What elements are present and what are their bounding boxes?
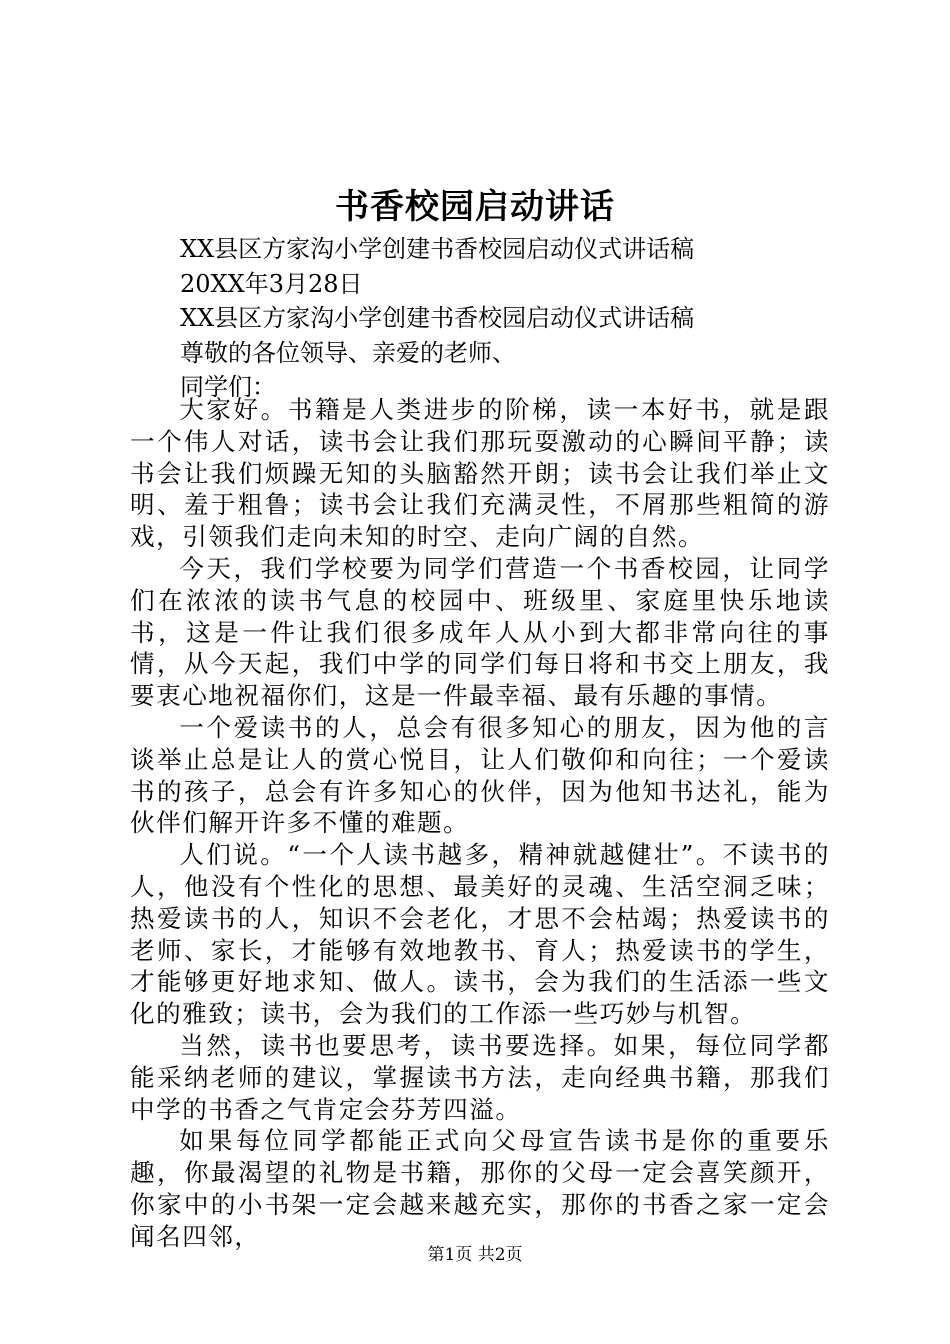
meta-line-salutation-students: 同学们： (180, 373, 276, 401)
document-title: 书香校园启动讲话 (335, 187, 615, 227)
body-paragraph: 当然，读书也要思考，读书要选择。如果，每位同学都能采纳老师的建议，掌握读书方法，走向经典书籍，那我们中学的书香之气肯定会芬芳四溢。 (130, 1030, 830, 1124)
body-paragraph: 人们说。“一个人读书越多，精神就越健壮”。不读书的人，他没有个性化的思想、最美好的灵魂、生活空洞乏味；热爱读书的人，知识不会老化，才思不会枯竭；热爱读书的老师、家长，才能够有效地教书、育人；热爱读书的学生，才能够更好地求知、做人。读书，会为我们的生活添一些文化的雅致；读书，会为我们的工作添一些巧妙与机智。 (130, 840, 830, 1029)
body-paragraph: 大家好。书籍是人类进步的阶梯，读一本好书，就是跟一个伟人对话，读书会让我们那玩耍激动的心瞬间平静；读书会让我们烦躁无知的头脑豁然开朗；读书会让我们举止文明、羞于粗鲁；读书会让我们充满灵性，不屑那些粗简的游戏，引领我们走向未知的时空、走向广阔的自然。 (130, 395, 830, 552)
meta-line-salutation: 尊敬的各位领导、亲爱的老师、 (180, 338, 516, 367)
meta-line-school-heading-repeat: XX县区方家沟小学创建书香校园启动仪式讲话稿 (180, 304, 695, 332)
page-footer: 第1页 共2页 (427, 1245, 523, 1265)
document-meta (180, 232, 880, 405)
document-body (130, 394, 830, 1253)
body-paragraph: 一个爱读书的人，总会有很多知心的朋友，因为他的言谈举止总是让人的赏心悦目，让人们敬仰和向往；一个爱读书的孩子，总会有许多知心的伙伴，因为他知书达礼，能为伙伴们解开许多不懂的难题。 (130, 712, 830, 838)
meta-line-date: 20XX年3月28日 (180, 269, 363, 298)
body-paragraph: 如果每位同学都能正式向父母宣告读书是你的重要乐趣，你最渴望的礼物是书籍，那你的父母一定会喜笑颜开，你家中的小书架一定会越来越充实，那你的书香之家一定会闻名四邻， (130, 1126, 830, 1251)
body-paragraph: 今天，我们学校要为同学们营造一个书香校园，让同学们在浓浓的读书气息的校园中、班级里、家庭里快乐地读书，这是一件让我们很多成年人从小到大都非常向往的事情，从今天起，我们中学的同学们每日将和书交上朋友，我要衷心地祝福你们，这是一件最幸福、最有乐趣的事情。 (130, 553, 830, 711)
meta-line-school-heading: XX县区方家沟小学创建书香校园启动仪式讲话稿 (180, 235, 695, 263)
